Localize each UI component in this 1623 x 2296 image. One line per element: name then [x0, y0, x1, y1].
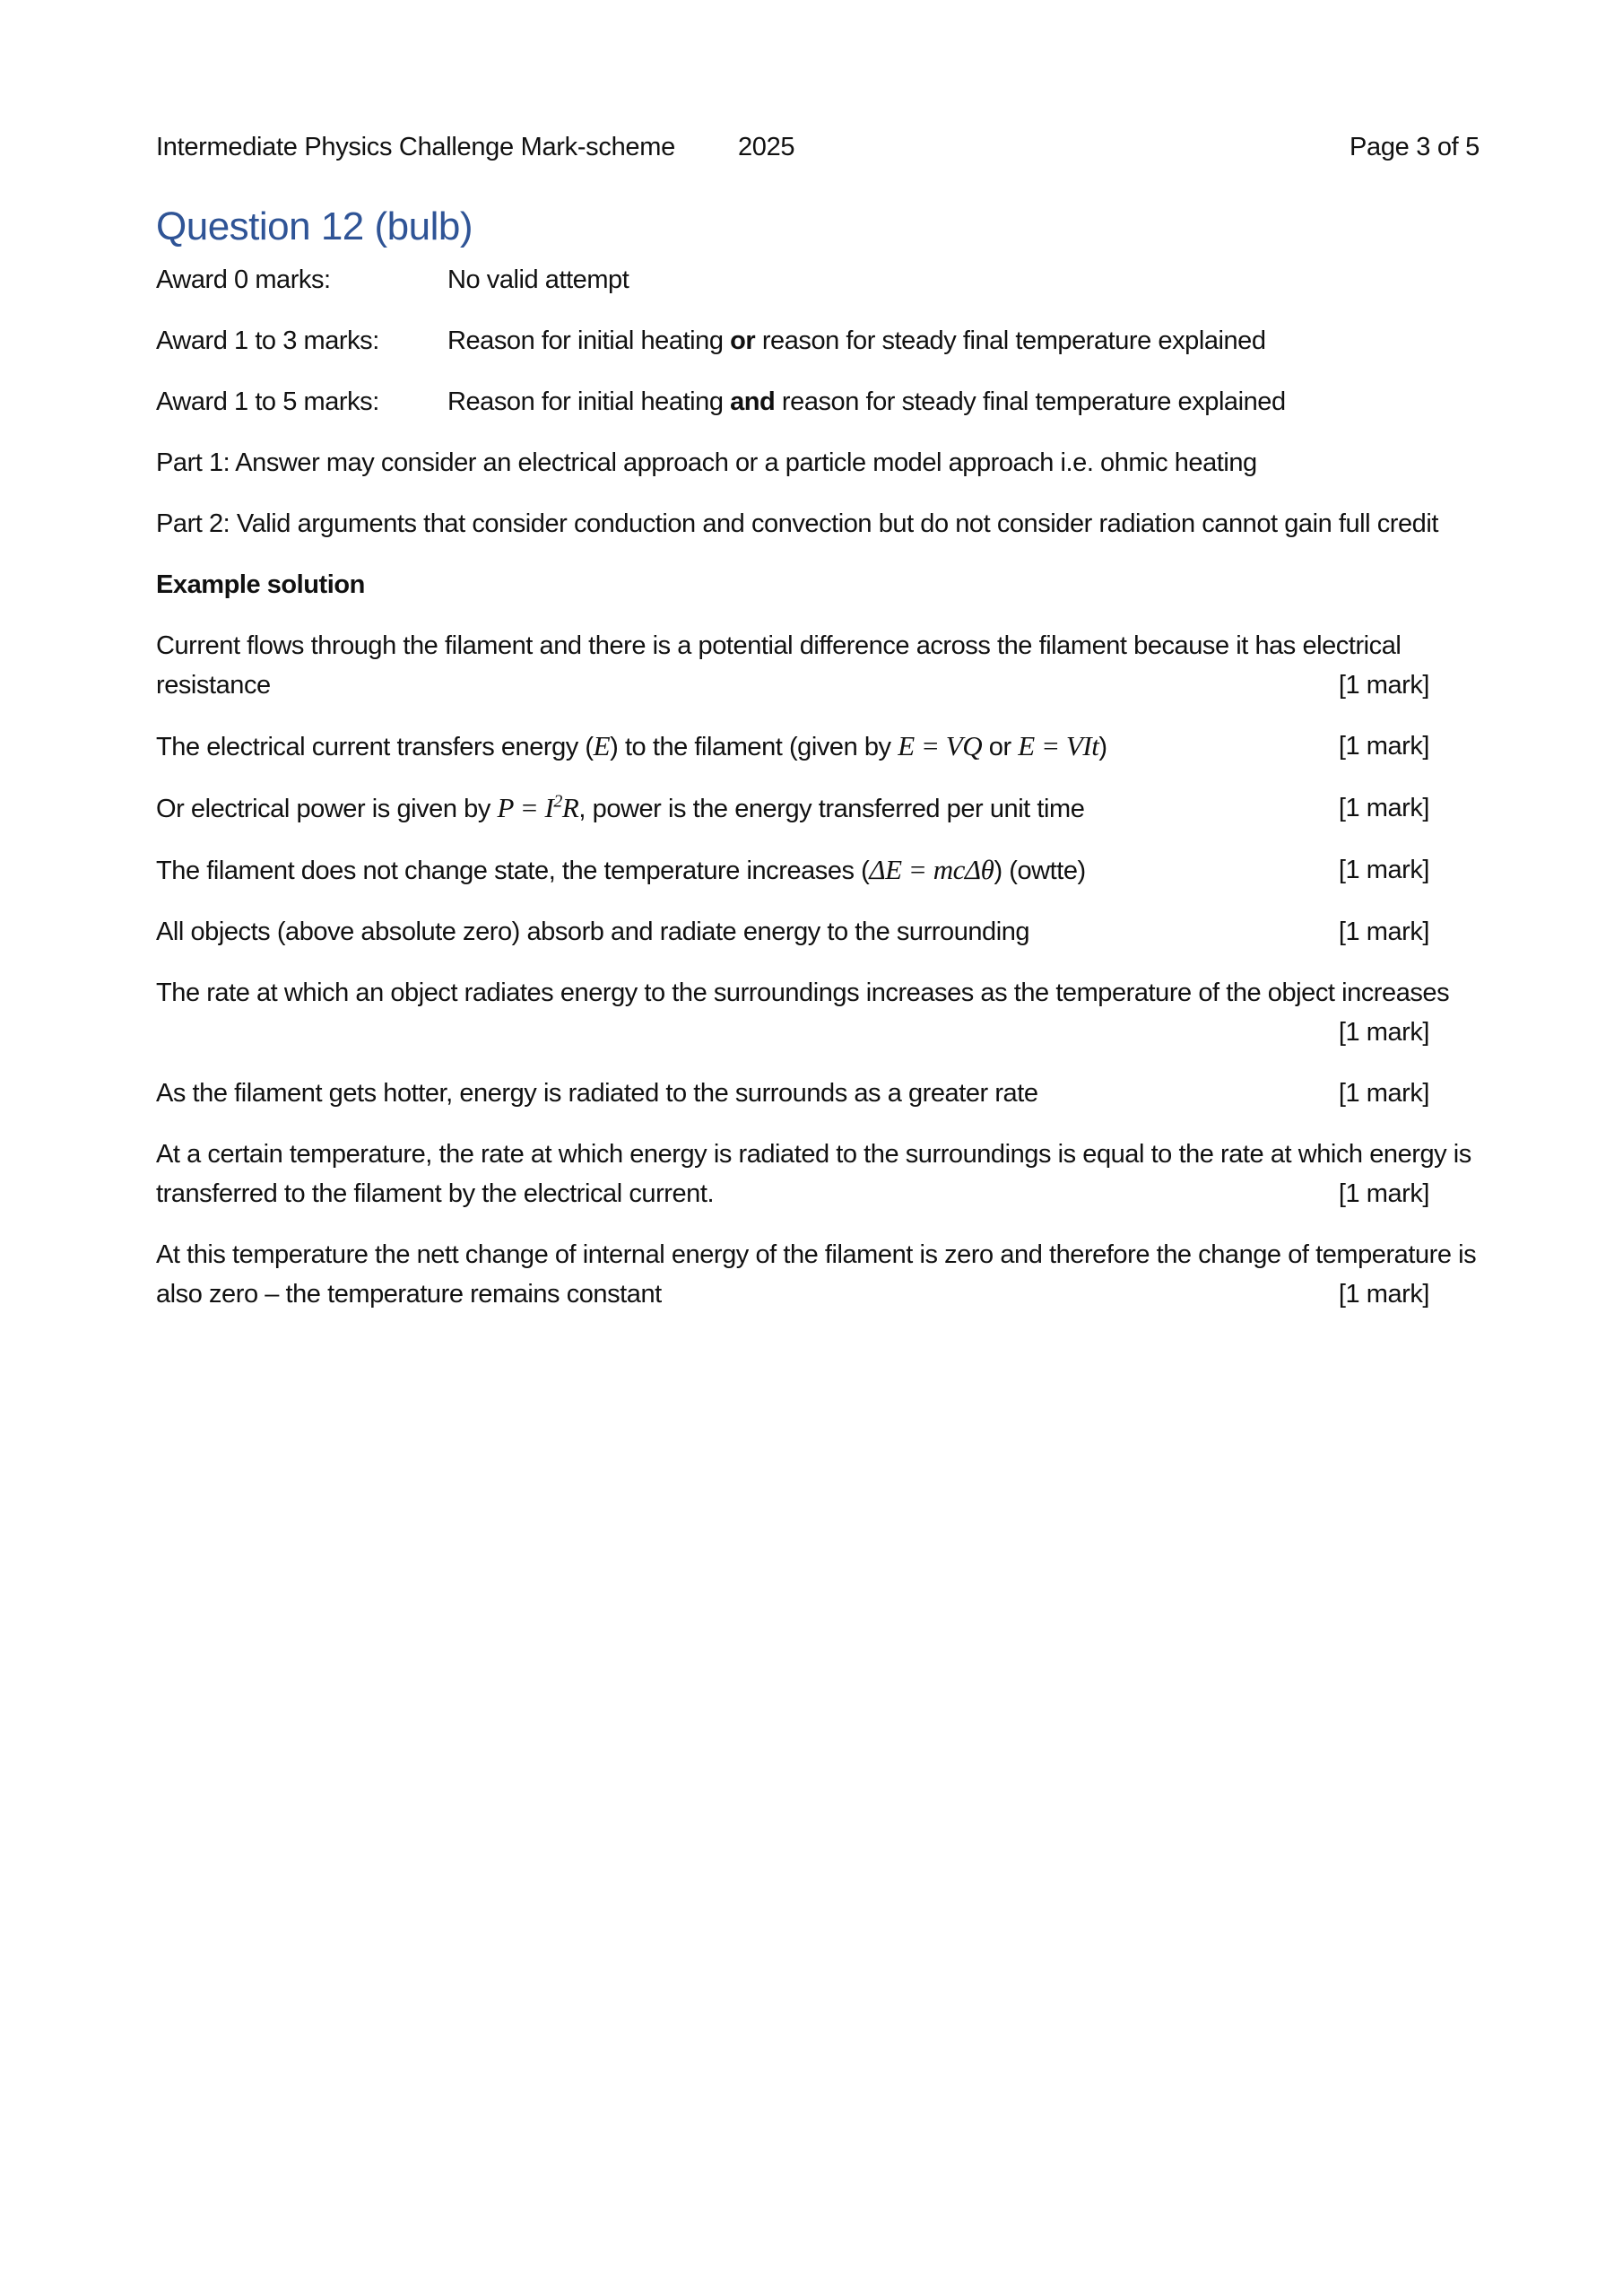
math-expression: E = VQ — [898, 730, 983, 761]
mark-label: [1 mark] — [1338, 732, 1429, 761]
award-row — [156, 382, 1480, 422]
award-row — [156, 321, 1480, 361]
emphasis-or: or — [730, 326, 756, 355]
point-text: Current flows through the filament and there is a potential difference across the filament because it has electrical resistance — [156, 631, 1402, 700]
point-text: Or electrical power is given by $P = I^2R$, power is the energy transferred per unit time — [156, 791, 1085, 823]
point-text: As the filament gets hotter, energy is radiated to the surrounds as a greater rate — [156, 1079, 1038, 1108]
header-title: Intermediate Physics Challenge Mark-scheme — [156, 133, 675, 161]
point-text: The electrical current transfers energy (E) to the filament (given by E = VQ or E = VIt) — [156, 730, 1107, 761]
mark-label: [1 mark] — [1338, 1018, 1429, 1047]
point-text: The rate at which an object radiates energy to the surroundings increases as the temperature of the object increases — [156, 978, 1450, 1007]
mark-label: [1 mark] — [1338, 918, 1429, 946]
header-year: 2025 — [737, 133, 795, 161]
math-expression: E — [593, 730, 611, 761]
award-label: Award 1 to 5 marks: — [156, 387, 379, 416]
page-number: Page 3 of 5 — [1349, 133, 1480, 161]
award-row — [156, 260, 1480, 300]
point-text: At a certain temperature, the rate at which energy is radiated to the surroundings is equal to the rate at which energy is transferred to the filament by the electrical current. — [156, 1140, 1471, 1208]
header-spacer — [794, 133, 1350, 169]
page-header — [156, 133, 1480, 169]
mark-label: [1 mark] — [1338, 856, 1429, 884]
point-text: The filament does not change state, the temperature increases (ΔE = mcΔθ) (owtte) — [156, 854, 1086, 885]
solution-point — [156, 1074, 1480, 1113]
mark-label: [1 mark] — [1338, 1179, 1429, 1208]
mark-label: [1 mark] — [1338, 671, 1429, 700]
award-label: Award 1 to 3 marks: — [156, 326, 379, 355]
solution-point — [156, 850, 1480, 891]
mark-scheme-body — [156, 260, 1480, 1335]
math-expression: ΔE = mcΔθ — [869, 854, 994, 885]
solution-point — [156, 788, 1480, 829]
point-text: All objects (above absolute zero) absorb and radiate energy to the surrounding — [156, 918, 1030, 946]
math-expression: E = VIt — [1018, 730, 1099, 761]
solution-point — [156, 973, 1480, 1052]
part2-note: Part 2: Valid arguments that consider conduction and convection but do not consider radiation cannot gain full credit — [156, 509, 1438, 538]
award-description: No valid attempt — [447, 265, 629, 294]
award-description: Reason for initial heating and reason for steady final temperature explained — [447, 387, 1286, 416]
solution-point — [156, 912, 1480, 952]
emphasis-and: and — [730, 387, 776, 416]
solution-point — [156, 626, 1480, 705]
mark-label: [1 mark] — [1338, 1079, 1429, 1108]
example-solution-heading: Example solution — [156, 570, 365, 599]
point-text: At this temperature the nett change of internal energy of the filament is zero and therefore the change of temperature is also zero – the temperature remains constant — [156, 1240, 1477, 1309]
award-label: Award 0 marks: — [156, 265, 331, 294]
mark-label: [1 mark] — [1338, 1280, 1429, 1309]
award-description: Reason for initial heating or reason for steady final temperature explained — [447, 326, 1266, 355]
solution-point — [156, 1135, 1480, 1213]
part1-note: Part 1: Answer may consider an electrical approach or a particle model approach i.e. ohmic heating — [156, 448, 1257, 477]
math-expression: $P = I^2R$ — [497, 791, 579, 823]
question-heading: Question 12 (bulb) — [156, 204, 473, 248]
mark-label: [1 mark] — [1338, 794, 1429, 822]
solution-point — [156, 1235, 1480, 1314]
solution-point — [156, 726, 1480, 767]
